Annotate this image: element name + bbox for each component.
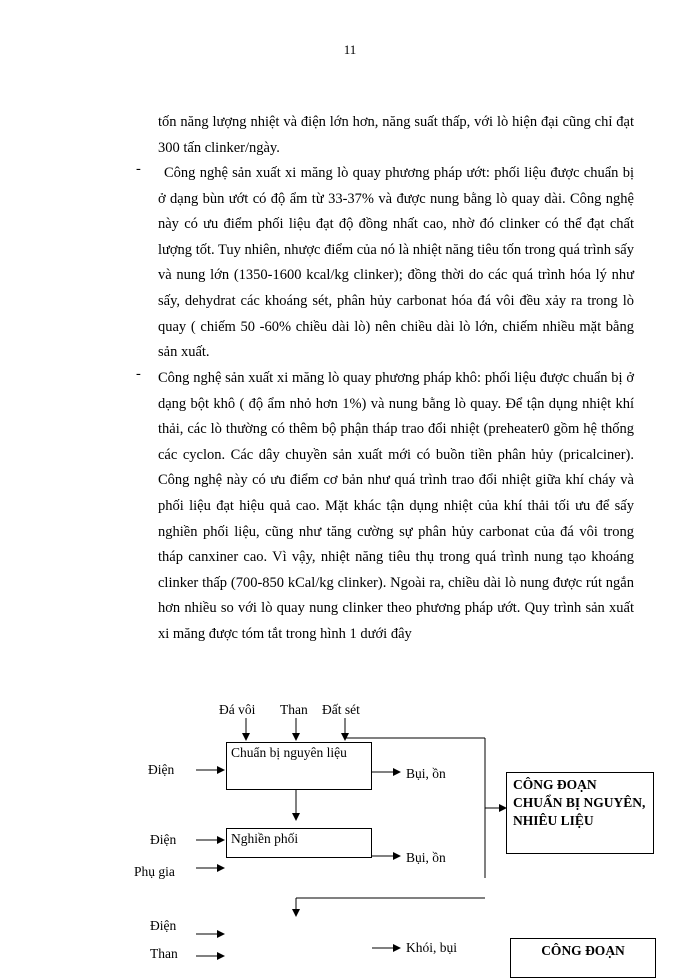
box-chuan-bi-nguyen-lieu [226, 742, 372, 790]
paragraph-text: tốn năng lượng nhiệt và điện lớn hơn, năng suất thấp, với lò hiện đại cũng chỉ đạt 300 tấn clinker/ngày. [158, 114, 634, 156]
bullet-marker: - [136, 366, 141, 382]
stage-label: CÔNG ĐOẠN [541, 943, 625, 958]
input-than: Than [280, 702, 308, 717]
label-phu-gia: Phụ gia [134, 864, 175, 879]
stage-box-2 [510, 938, 656, 978]
page-number: 11 [343, 42, 357, 57]
paragraph-wet-process [158, 161, 634, 366]
output-khoi-bui: Khói, bụi [406, 940, 458, 955]
label-dien-1: Điện [148, 762, 175, 777]
box-label: Chuẩn bị nguyên liệu [231, 745, 347, 760]
output-bui-on-2: Bụi, ồn [406, 850, 446, 865]
paragraph-text: Công nghệ sản xuất xi măng lò quay phương pháp ướt: phối liệu được chuẩn bị ở dạng bùn ướt có độ ẩm từ 33-37% và được nung bằng lò quay dài. Công nghệ này có ưu điểm phối liệu đạt độ đồng nhất cao, nhờ đó clinker có thể đạt chất lượng tốt. Tuy nhiên, nhược điểm của nó là nhiệt năng tiêu tốn trong quá trình sấy và nung lớn (1350-1600 kcal/kg clinker); đồng thời do các quá trình hóa lý như sấy, dehydrat các khoáng sét, phân hủy carbonat hóa đá vôi đều xảy ra trong lò quay ( chiếm 50 -60% chiều dài lò) nên chiều dài lò lớn, chiếm nhiều mặt bằng sản xuất. [158, 165, 634, 361]
paragraph-text: Công nghệ sản xuất xi măng lò quay phương pháp khô: phối liệu được chuẩn bị ở dạng bột khô ( độ ẩm nhỏ hơn 1%) và nung bằng lò quay. Để tận dụng nhiệt khí thải, các lò thường có thêm bộ phận tháp trao đổi nhiệt (preheater0 gồm hệ thống các cyclon. Các dây chuyền sản xuất mới có buồn tiền phân hủy (pricalciner). Công nghệ này có ưu điểm cơ bản như quá trình trao đổi nhiệt giữa khí cháy và phối liệu đạt hiệu quả cao. Mặt khác tận dụng nhiệt của khí thải tối ưu để sấy nghiền phối liệu, cũng như tăng cường sự phân hủy carbonat của đá vôi trong tháp canxiner cao. Vì vậy, nhiệt năng tiêu thụ trong quá trình nung tạo khoáng clinker thấp (700-850 kCal/kg clinker). Ngoài ra, chiều dài lò nung được rút ngắn hơn nhiều so với lò quay nung clinker theo phương pháp ướt. Quy trình sản xuất xi măng được tóm tắt trong hình 1 dưới đây [158, 370, 634, 642]
process-flow-diagram [0, 690, 700, 960]
paragraph-dry-process [158, 366, 634, 648]
output-bui-on-1: Bụi, ồn [406, 766, 446, 781]
label-dien-3: Điện [150, 918, 177, 933]
stage-label: CÔNG ĐOẠN CHUẨN BỊ NGUYÊN, NHIÊU LIỆU [513, 777, 646, 828]
input-da-voi: Đá vôi [219, 702, 256, 717]
input-dat-set: Đất sét [322, 702, 360, 717]
box-nghien-phoi [226, 828, 372, 858]
paragraph-continuation [158, 110, 634, 161]
label-dien-2: Điện [150, 832, 177, 847]
stage-box-chuan-bi [506, 772, 654, 854]
bullet-marker: - [136, 161, 141, 177]
label-than: Than [150, 946, 178, 961]
box-label: Nghiền phối [231, 831, 299, 846]
